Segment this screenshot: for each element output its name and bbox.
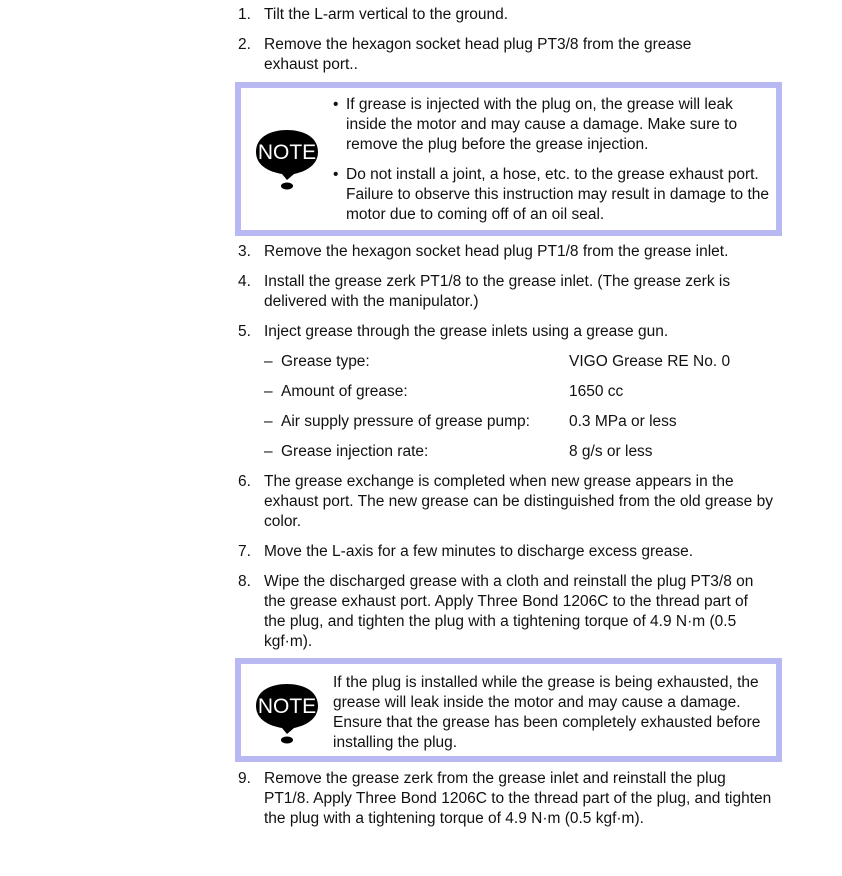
bullet-text: If grease is injected with the plug on, the grease will leak inside the motor and may cause a damage. Make sure to remove the plug before the grease injection. xyxy=(346,96,738,153)
bullet-text: Do not install a joint, a hose, etc. to the grease exhaust port. Failure to observe this instruction may result in damage to the motor due to coming off of an oil seal. xyxy=(346,166,770,223)
note-text: If the plug is installed while the grease is being exhausted, the grease will leak inside the motor and may cause a damage. Ensure that the grease has been completely exhausted before installing the plug. xyxy=(333,674,761,751)
step-text: Wipe the discharged grease with a cloth and reinstall the plug PT3/8 on the grease exhaust port. Apply Three Bond 1206C to the thread part of the plug, and tighten the plug with a tightening torque of 4.9 N·m (0.5 kgf·m). xyxy=(264,573,754,650)
step-text: Remove the grease zerk from the grease inlet and reinstall the plug PT1/8. Apply Three Bond 1206C to the thread part of the plug, and tighten the plug with a tightening torque of 4.9 N·m (0.5 kgf·m). xyxy=(264,770,772,827)
step-number: 9. xyxy=(238,770,251,787)
spec-label: Grease type: xyxy=(281,353,370,370)
step-text: Inject grease through the grease inlets using a grease gun. xyxy=(264,323,669,340)
step-number: 1. xyxy=(238,6,251,23)
step-text: The grease exchange is completed when new grease appears in the exhaust port. The new grease can be distinguished from the old grease by color. xyxy=(264,473,773,530)
step-number: 8. xyxy=(238,573,251,590)
note-box-plug-warning xyxy=(235,82,782,236)
note-icon-label: NOTE xyxy=(257,695,317,718)
step-text: Remove the hexagon socket head plug PT3/8 from the grease exhaust port.. xyxy=(264,36,692,73)
step-number: 6. xyxy=(238,473,251,490)
spec-label: Amount of grease: xyxy=(281,383,408,400)
bullet-mark: • xyxy=(333,96,339,113)
step-number: 3. xyxy=(238,243,251,260)
step-number: 7. xyxy=(238,543,251,560)
step-number: 2. xyxy=(238,36,251,53)
dash: – xyxy=(264,413,273,430)
step-text: Remove the hexagon socket head plug PT1/8 from the grease inlet. xyxy=(264,243,729,260)
step-text: Move the L-axis for a few minutes to discharge excess grease. xyxy=(264,543,694,560)
note-box-exhaust-warning xyxy=(235,658,782,762)
step-text: Tilt the L-arm vertical to the ground. xyxy=(264,6,509,23)
spec-label: Air supply pressure of grease pump: xyxy=(281,413,530,430)
step-number: 4. xyxy=(238,273,251,290)
spec-value: 0.3 MPa or less xyxy=(569,413,677,430)
spec-value: 8 g/s or less xyxy=(569,443,653,460)
step-text: Install the grease zerk PT1/8 to the grease inlet. (The grease zerk is delivered with the manipulator.) xyxy=(264,273,731,310)
spec-value: VIGO Grease RE No. 0 xyxy=(569,353,731,370)
step-number: 5. xyxy=(238,323,251,340)
dash: – xyxy=(264,383,273,400)
spec-label: Grease injection rate: xyxy=(281,443,429,460)
spec-value: 1650 cc xyxy=(569,383,624,400)
note-icon xyxy=(252,682,322,744)
dash: – xyxy=(264,353,273,370)
dash: – xyxy=(264,443,273,460)
note-icon-label: NOTE xyxy=(257,141,317,164)
bullet-mark: • xyxy=(333,166,339,183)
note-icon xyxy=(252,128,322,190)
